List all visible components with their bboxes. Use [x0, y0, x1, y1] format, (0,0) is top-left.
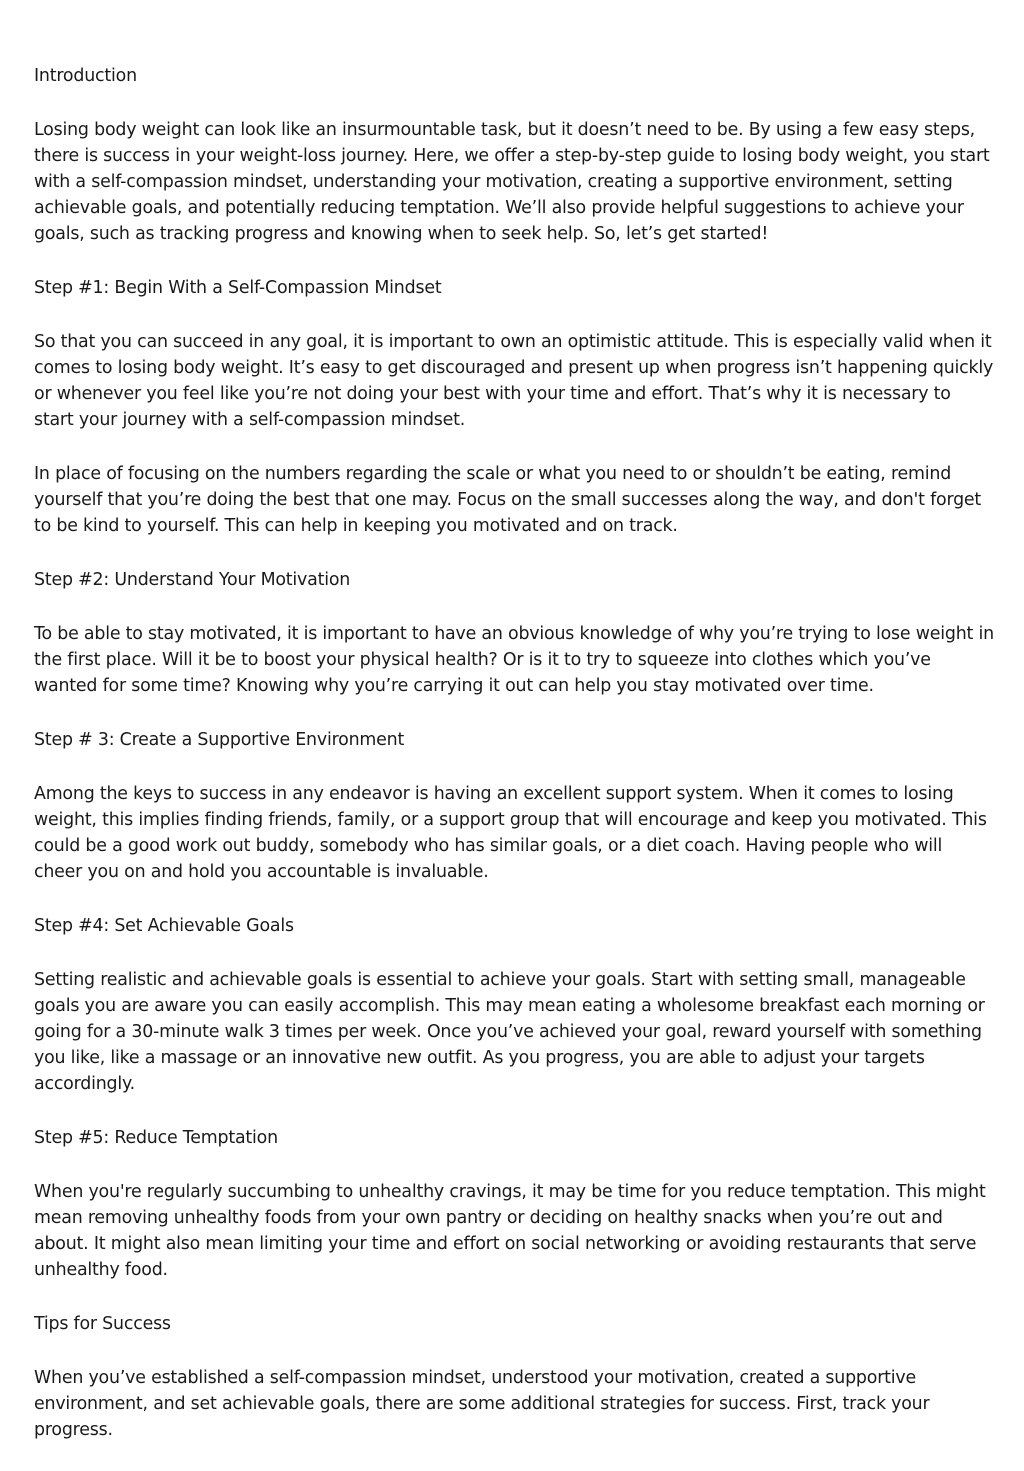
heading-step-5: Step #5: Reduce Temptation: [34, 1128, 278, 1148]
paragraph-step-5: When you're regularly succumbing to unhealthy cravings, it may be time for you reduce temptation. This might mean removing unhealthy foods from your own pantry or deciding on healthy snacks when you’re out and about. It might also mean limiting your time and effort on social networking or avoiding restaurants that serve unhealthy food.: [34, 1182, 986, 1280]
heading-step-1: Step #1: Begin With a Self-Compassion Mindset: [34, 278, 442, 298]
heading-step-4: Step #4: Set Achievable Goals: [34, 916, 294, 936]
paragraph-step-2: To be able to stay motivated, it is important to have an obvious knowledge of why you’re trying to lose weight in the first place. Will it be to boost your physical health? Or is it to try to squeeze into clothes which you’ve wanted for some time? Knowing why you’re carrying it out can help you stay motivated over time.: [34, 624, 994, 696]
heading-step-3: Step # 3: Create a Supportive Environment: [34, 730, 405, 750]
heading-step-2: Step #2: Understand Your Motivation: [34, 570, 351, 590]
heading-introduction: Introduction: [34, 66, 137, 86]
paragraph-tips-for-success: When you’ve established a self-compassion mindset, understood your motivation, created a supportive environment, and set achievable goals, there are some additional strategies for success. First, track your progress.: [34, 1368, 930, 1440]
paragraph-step-1-a: So that you can succeed in any goal, it is important to own an optimistic attitude. This is especially valid when it comes to losing body weight. It’s easy to get discouraged and present up when progress isn’t happening quickly or whenever you feel like you’re not doing your best with your time and effort. That’s why it is necessary to start your journey with a self-compassion mindset.: [34, 332, 994, 430]
paragraph-step-4: Setting realistic and achievable goals is essential to achieve your goals. Start with setting small, manageable goals you are aware you can easily accomplish. This may mean eating a wholesome breakfast each morning or going for a 30-minute walk 3 times per week. Once you’ve achieved your goal, reward yourself with something you like, like a massage or an innovative new outfit. As you progress, you are able to adjust your targets accordingly.: [34, 970, 985, 1094]
paragraph-step-3: Among the keys to success in any endeavor is having an excellent support system. When it comes to losing weight, this implies finding friends, family, or a support group that will encourage and keep you motivated. This could be a good work out buddy, somebody who has similar goals, or a diet coach. Having people who will cheer you on and hold you accountable is invaluable.: [34, 784, 987, 882]
document-page: [34, 63, 994, 1471]
paragraph-step-1-b: In place of focusing on the numbers regarding the scale or what you need to or shouldn’t be eating, remind yourself that you’re doing the best that one may. Focus on the small successes along the way, and don't forget to be kind to yourself. This can help in keeping you motivated and on track.: [34, 464, 982, 536]
heading-tips-for-success: Tips for Success: [34, 1314, 171, 1334]
paragraph-introduction: Losing body weight can look like an insurmountable task, but it doesn’t need to be. By using a few easy steps, there is success in your weight-loss journey. Here, we offer a step-by-step guide to losing body weight, you start with a self-compassion mindset, understanding your motivation, creating a supportive environment, setting achievable goals, and potentially reducing temptation. We’ll also provide helpful suggestions to achieve your goals, such as tracking progress and knowing when to seek help. So, let’s get started!: [34, 120, 990, 244]
